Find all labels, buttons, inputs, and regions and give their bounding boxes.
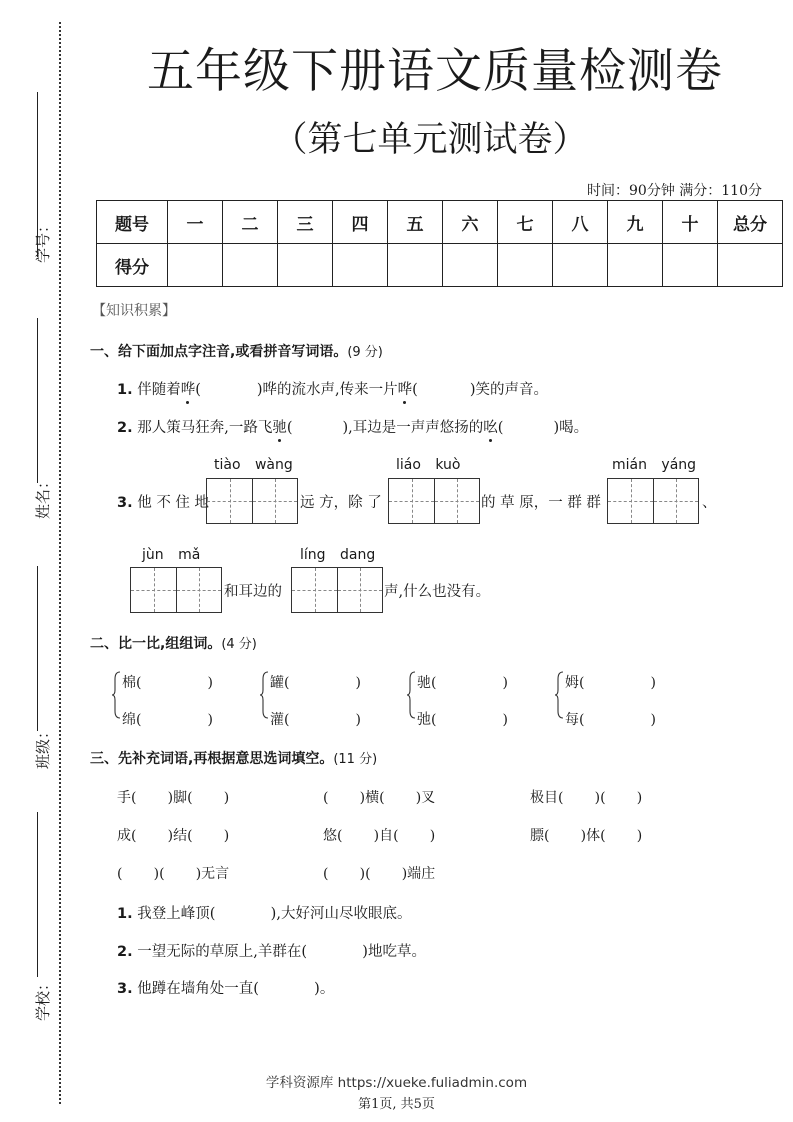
paren-close: ) bbox=[207, 712, 213, 728]
q3-sentence-3 bbox=[117, 977, 334, 998]
q2-pair-2-bottom bbox=[270, 709, 361, 729]
score-header-cell: 题号 bbox=[97, 201, 168, 244]
score-cell[interactable] bbox=[278, 244, 333, 287]
score-row bbox=[97, 244, 783, 287]
q3-idiom-3[interactable]: 极目( )( ) bbox=[530, 790, 643, 806]
pair-char: 灌( bbox=[270, 712, 290, 728]
score-header-cell: 九 bbox=[608, 201, 663, 244]
pair-char: 姆( bbox=[565, 675, 585, 691]
score-table bbox=[96, 200, 783, 287]
pinyin-lingdang: líng dang bbox=[300, 547, 376, 563]
write-grid-liaokuo[interactable] bbox=[388, 478, 480, 524]
item-number: 2. bbox=[117, 944, 133, 960]
question-1-title bbox=[90, 341, 383, 361]
paren-open: ( bbox=[412, 382, 418, 398]
write-grid-junma[interactable] bbox=[130, 567, 222, 613]
name-label: 姓名： bbox=[34, 473, 53, 520]
brace-icon bbox=[554, 671, 564, 719]
score-header-row bbox=[97, 201, 783, 244]
score-cell[interactable] bbox=[663, 244, 718, 287]
text: 伴随着 bbox=[132, 382, 181, 398]
score-cell[interactable] bbox=[388, 244, 443, 287]
page-title: 五年级下册语文质量检测卷 bbox=[147, 44, 723, 99]
q1-s3-lead bbox=[117, 491, 209, 512]
paren-open: ( bbox=[497, 420, 504, 436]
q2-pair-3-bottom bbox=[417, 709, 508, 729]
dotted-char: 哗 bbox=[180, 382, 196, 398]
score-header-cell: 四 bbox=[333, 201, 388, 244]
question-1-points: (9 分) bbox=[347, 345, 383, 360]
footer-source: 学科资源库 https://xueke.fuliadmin.com bbox=[265, 1075, 528, 1091]
item-number: 1. bbox=[117, 906, 133, 922]
q2-pair-4-top bbox=[565, 672, 656, 692]
write-grid-mianyang[interactable] bbox=[607, 478, 699, 524]
score-cell[interactable] bbox=[443, 244, 498, 287]
sentence-text[interactable]: 一望无际的草原上,羊群在( )地吃草。 bbox=[132, 944, 426, 960]
paren-close: ) bbox=[207, 675, 213, 691]
pair-char: 绵( bbox=[122, 712, 142, 728]
write-grid-tiaowang[interactable] bbox=[206, 478, 298, 524]
name-line[interactable] bbox=[37, 318, 38, 483]
pinyin-mianyang: mián yáng bbox=[612, 457, 697, 473]
student-no-label: 学号： bbox=[34, 217, 53, 264]
class-line[interactable] bbox=[37, 566, 38, 731]
question-2-text: 二、比一比,组组词。 bbox=[90, 636, 222, 652]
q2-pair-3-top bbox=[417, 672, 508, 692]
dotted-char: 驰 bbox=[272, 420, 287, 436]
write-grid-lingdang[interactable] bbox=[291, 567, 383, 613]
question-2-points: (4 分) bbox=[221, 637, 257, 652]
q1-s3-mid2: 的 草 原，一 群 群 bbox=[481, 495, 601, 511]
score-header-cell: 八 bbox=[553, 201, 608, 244]
score-cell[interactable] bbox=[168, 244, 223, 287]
q3-sentence-2 bbox=[117, 940, 426, 961]
score-header-cell: 总分 bbox=[718, 201, 783, 244]
text: )哗的流水声,传来一片 bbox=[256, 382, 398, 398]
binding-dotted-line bbox=[59, 22, 61, 1104]
score-cell[interactable] bbox=[223, 244, 278, 287]
paren-open: ( bbox=[195, 382, 201, 398]
paren-close: ) bbox=[650, 675, 656, 691]
q1-s3-end: 、 bbox=[702, 495, 717, 511]
pair-char: 每( bbox=[565, 712, 585, 728]
school-label: 学校： bbox=[34, 975, 53, 1022]
q3-idiom-6[interactable]: 膘( )体( ) bbox=[530, 828, 643, 844]
q3-idiom-1[interactable]: 手( )脚( ) bbox=[117, 790, 230, 806]
pinyin-tiaowang: tiào wàng bbox=[214, 457, 293, 473]
question-2-title bbox=[90, 633, 257, 653]
score-header-cell: 二 bbox=[223, 201, 278, 244]
brace-icon bbox=[259, 671, 269, 719]
q1-sentence-2 bbox=[117, 416, 588, 437]
text: )喝。 bbox=[553, 420, 589, 436]
dotted-char: 哗 bbox=[397, 382, 413, 398]
score-cell[interactable] bbox=[718, 244, 783, 287]
pinyin-liaokuo: liáo kuò bbox=[396, 457, 461, 473]
q1-s3-mid1: 远 方，除 了 bbox=[300, 495, 382, 511]
paren-close: ) bbox=[502, 712, 508, 728]
item-number: 1. bbox=[117, 382, 133, 398]
q1-s4-end: 声,什么也没有。 bbox=[384, 584, 491, 600]
sentence-text[interactable]: 我登上峰顶( ),大好河山尽收眼底。 bbox=[132, 906, 412, 922]
sentence-text[interactable]: 他蹲在墙角处一直( )。 bbox=[132, 981, 335, 997]
q3-idiom-8[interactable]: ( )( )端庄 bbox=[323, 866, 436, 882]
q3-idiom-2[interactable]: ( )横( )叉 bbox=[323, 790, 436, 806]
q1-s4-mid: 和耳边的 bbox=[224, 584, 282, 600]
exam-meta: 时间：90分钟 满分：110分 bbox=[587, 183, 762, 199]
pinyin-junma: jùn mǎ bbox=[142, 547, 201, 563]
paren-close: ) bbox=[355, 675, 361, 691]
paren-open: ( bbox=[286, 420, 293, 436]
q2-pair-4-bottom bbox=[565, 709, 656, 729]
score-cell[interactable] bbox=[553, 244, 608, 287]
score-cell[interactable] bbox=[333, 244, 388, 287]
question-3-title bbox=[90, 748, 377, 768]
q3-idiom-5[interactable]: 悠( )自( ) bbox=[323, 828, 436, 844]
text: ),耳边是一声声悠扬的 bbox=[342, 420, 484, 436]
score-header-cell: 三 bbox=[278, 201, 333, 244]
item-number: 3. bbox=[117, 495, 133, 511]
class-label: 班级： bbox=[34, 723, 53, 770]
school-line[interactable] bbox=[37, 812, 38, 977]
item-number: 3. bbox=[117, 981, 133, 997]
pair-char: 棉( bbox=[122, 675, 142, 691]
page-subtitle: （第七单元测试卷） bbox=[272, 120, 588, 160]
q1-sentence-1 bbox=[117, 378, 548, 399]
text: 那人策马狂奔,一路飞 bbox=[132, 420, 273, 436]
text: )笑的声音。 bbox=[469, 382, 548, 398]
score-row-label: 得分 bbox=[97, 244, 168, 287]
text: 他 不 住 地 bbox=[132, 495, 210, 511]
q2-pair-1-top bbox=[122, 672, 213, 692]
pair-char: 罐( bbox=[270, 675, 290, 691]
q3-sentence-1 bbox=[117, 902, 411, 923]
item-number: 2. bbox=[117, 420, 133, 436]
brace-icon bbox=[111, 671, 121, 719]
pair-char: 驰( bbox=[417, 675, 437, 691]
q3-idiom-7[interactable]: ( )( )无言 bbox=[117, 866, 230, 882]
question-3-text: 三、先补充词语,再根据意思选词填空。 bbox=[90, 751, 334, 767]
score-header-cell: 六 bbox=[443, 201, 498, 244]
footer-page-number: 第1页, 共5页 bbox=[358, 1097, 435, 1112]
question-3-points: (11 分) bbox=[333, 752, 378, 767]
score-cell[interactable] bbox=[498, 244, 553, 287]
score-header-cell: 一 bbox=[168, 201, 223, 244]
paren-close: ) bbox=[355, 712, 361, 728]
question-1-text: 一、给下面加点字注音,或看拼音写词语。 bbox=[90, 344, 348, 360]
paren-close: ) bbox=[502, 675, 508, 691]
q3-idiom-4[interactable]: 成( )结( ) bbox=[117, 828, 230, 844]
score-cell[interactable] bbox=[608, 244, 663, 287]
q2-pair-1-bottom bbox=[122, 709, 213, 729]
dotted-char: 吆 bbox=[483, 420, 498, 436]
brace-icon bbox=[406, 671, 416, 719]
score-header-cell: 五 bbox=[388, 201, 443, 244]
pair-char: 弛( bbox=[417, 712, 437, 728]
section-tag: 【知识积累】 bbox=[92, 303, 176, 319]
score-header-cell: 七 bbox=[498, 201, 553, 244]
q2-pair-2-top bbox=[270, 672, 361, 692]
paren-close: ) bbox=[650, 712, 656, 728]
score-header-cell: 十 bbox=[663, 201, 718, 244]
